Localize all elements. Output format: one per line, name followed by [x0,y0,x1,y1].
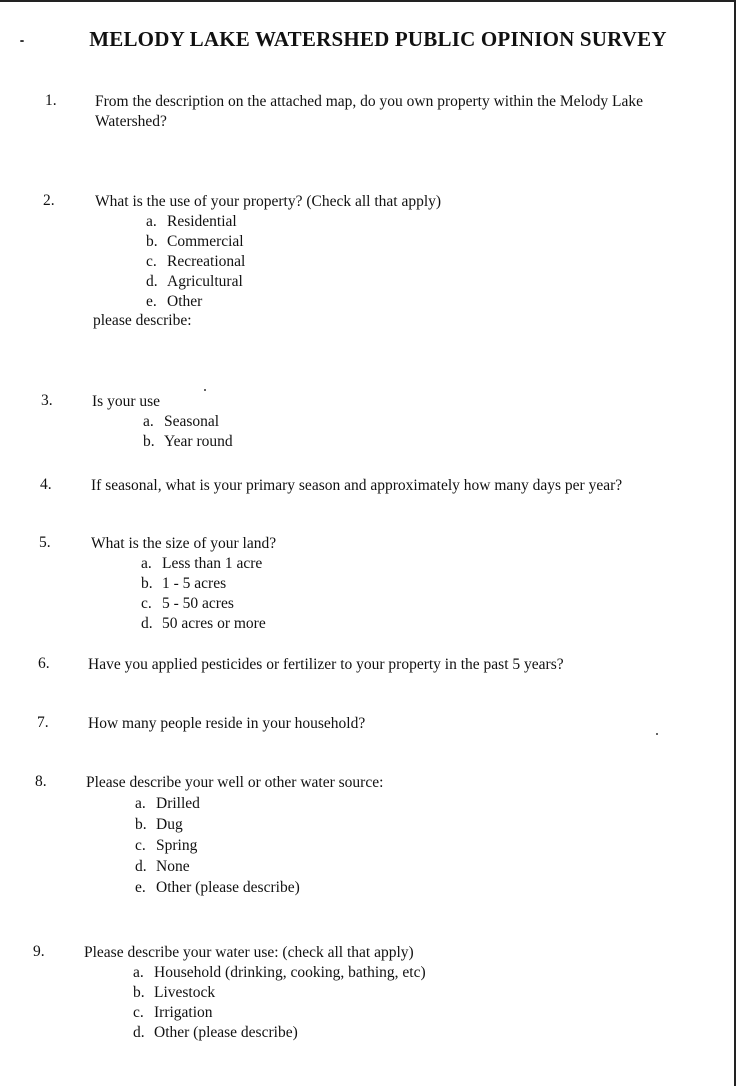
question-text: What is the use of your property? (Check all that apply) [95,193,442,210]
option-label: Irrigation [154,1004,213,1021]
describe-prompt: please describe: [93,312,192,329]
option-label: Other [167,293,203,310]
option-letter: c. [146,253,157,270]
option-letter: e. [135,879,146,896]
option-label: Livestock [154,984,216,1001]
question-number: 6. [38,655,50,672]
question-text: What is the size of your land? [91,535,277,552]
option-item[interactable] [135,835,300,856]
option-label: 1 - 5 acres [162,575,227,592]
question-text: Is your use [92,393,161,410]
option-item[interactable] [146,292,245,312]
option-item[interactable] [141,614,266,634]
option-item[interactable] [135,856,300,877]
option-letter: c. [133,1004,144,1021]
option-letter: b. [135,816,147,833]
option-item[interactable] [135,793,300,814]
option-letter: d. [141,615,153,632]
option-label: Agricultural [167,273,243,290]
option-item[interactable] [141,574,266,594]
option-item[interactable] [146,232,245,252]
option-label: Household (drinking, cooking, bathing, etc) [154,964,426,981]
option-letter: b. [141,575,153,592]
option-letter: a. [133,964,144,981]
option-label: 5 - 50 acres [162,595,234,612]
option-label: Spring [156,837,198,854]
question-number: 4. [40,476,52,493]
option-label: Other (please describe) [154,1024,298,1041]
option-label: Recreational [167,253,246,270]
option-label: Year round [164,433,233,450]
option-letter: b. [133,984,145,1001]
option-letter: c. [135,837,146,854]
option-item[interactable] [141,554,266,574]
option-item[interactable] [135,814,300,835]
option-list [133,963,426,1043]
option-item[interactable] [146,212,245,232]
option-label: Commercial [167,233,244,250]
question-text: From the description on the attached map, do you own property within the Melody Lake Watershed? [95,93,643,130]
option-list [135,793,300,898]
option-list [146,212,245,312]
option-label: None [156,858,190,875]
question-number: 1. [45,92,57,109]
option-label: Seasonal [164,413,220,430]
question-number: 5. [39,534,51,551]
question-number: 7. [37,714,49,731]
option-item[interactable] [143,412,233,432]
option-letter: a. [135,795,146,812]
option-label: Dug [156,816,183,833]
option-letter: d. [135,858,147,875]
option-letter: b. [143,433,155,450]
option-letter: a. [146,213,157,230]
option-letter: e. [146,293,157,310]
option-label: 50 acres or more [162,615,266,632]
question-text: If seasonal, what is your primary season and approximately how many days per year? [91,477,623,494]
option-letter: a. [143,413,154,430]
option-label: Residential [167,213,237,230]
option-letter: a. [141,555,152,572]
question-number: 8. [35,773,47,790]
option-list [143,412,233,452]
question-text: Have you applied pesticides or fertilizer to your property in the past 5 years? [88,656,564,673]
option-letter: d. [146,273,158,290]
option-item[interactable] [133,1023,426,1043]
scan-top-border [0,0,736,2]
option-letter: c. [141,595,152,612]
option-item[interactable] [141,594,266,614]
scan-speck [204,389,206,391]
option-label: Less than 1 acre [162,555,263,572]
question-text: How many people reside in your household? [88,715,366,732]
option-item[interactable] [133,1003,426,1023]
question-number: 9. [33,943,45,960]
option-letter: d. [133,1024,145,1041]
option-item[interactable] [133,983,426,1003]
option-label: Other (please describe) [156,879,300,896]
question-number: 3. [41,392,53,409]
question-text: Please describe your water use: (check all that apply) [84,944,414,961]
option-item[interactable] [146,252,245,272]
page-title: MELODY LAKE WATERSHED PUBLIC OPINION SURVEY [89,27,667,51]
option-letter: b. [146,233,158,250]
question-text: Please describe your well or other water source: [86,774,384,791]
question-number: 2. [43,192,55,209]
option-item[interactable] [146,272,245,292]
option-item[interactable] [133,963,426,983]
option-label: Drilled [156,795,200,812]
option-list [141,554,266,634]
option-item[interactable] [135,877,300,898]
option-item[interactable] [143,432,233,452]
